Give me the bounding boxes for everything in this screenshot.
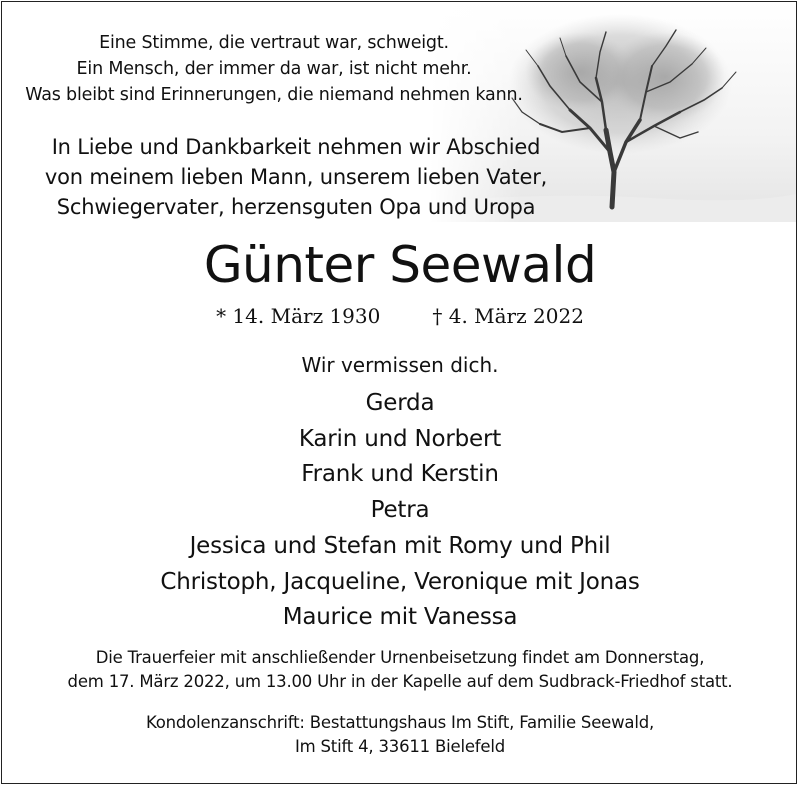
- mourner-name: Gerda: [365, 390, 435, 416]
- intro-text: [16, 132, 576, 222]
- deceased-name: Günter Seewald: [203, 236, 597, 294]
- verse-line: Eine Stimme, die vertraut war, schweigt.: [99, 33, 449, 53]
- ceremony-line: Die Trauerfeier mit anschließender Urnenbeisetzung findet am Donnerstag,: [95, 648, 705, 667]
- mourners-list: [0, 386, 800, 636]
- mourner-name: Jessica und Stefan mit Romy und Phil: [189, 532, 611, 559]
- intro-line: Schwiegervater, herzensguten Opa und Uropa: [56, 195, 536, 219]
- mourner-name: Maurice mit Vanessa: [282, 604, 518, 631]
- mourner-name: Frank und Kerstin: [301, 461, 499, 488]
- condolence-address: [0, 711, 800, 759]
- birth-date: * 14. März 1930: [216, 304, 381, 328]
- mourner-name: Christoph, Jacqueline, Veronique mit Jonas: [160, 568, 640, 595]
- mourner-name: Karin und Norbert: [298, 425, 502, 452]
- ceremony-info: [0, 646, 800, 694]
- verse-line: Was bleibt sind Erinnerungen, die niemand nehmen kann.: [25, 85, 523, 105]
- intro-line: von meinem lieben Mann, unserem lieben Vater,: [44, 165, 548, 189]
- mourner-name: Petra: [370, 497, 430, 524]
- death-date: † 4. März 2022: [432, 304, 584, 328]
- address-line: Im Stift 4, 33611 Bielefeld: [294, 737, 506, 756]
- intro-line: In Liebe und Dankbarkeit nehmen wir Abschied: [51, 135, 541, 159]
- ceremony-line: dem 17. März 2022, um 13.00 Uhr in der Kapelle auf dem Sudbrack-Friedhof statt.: [67, 672, 733, 691]
- address-line: Kondolenzanschrift: Bestattungshaus Im Stift, Familie Seewald,: [145, 713, 655, 732]
- verse: [22, 30, 526, 108]
- life-dates: [0, 301, 800, 331]
- verse-line: Ein Mensch, der immer da war, ist nicht mehr.: [76, 59, 472, 79]
- closing-line: Wir vermissen dich.: [301, 353, 499, 377]
